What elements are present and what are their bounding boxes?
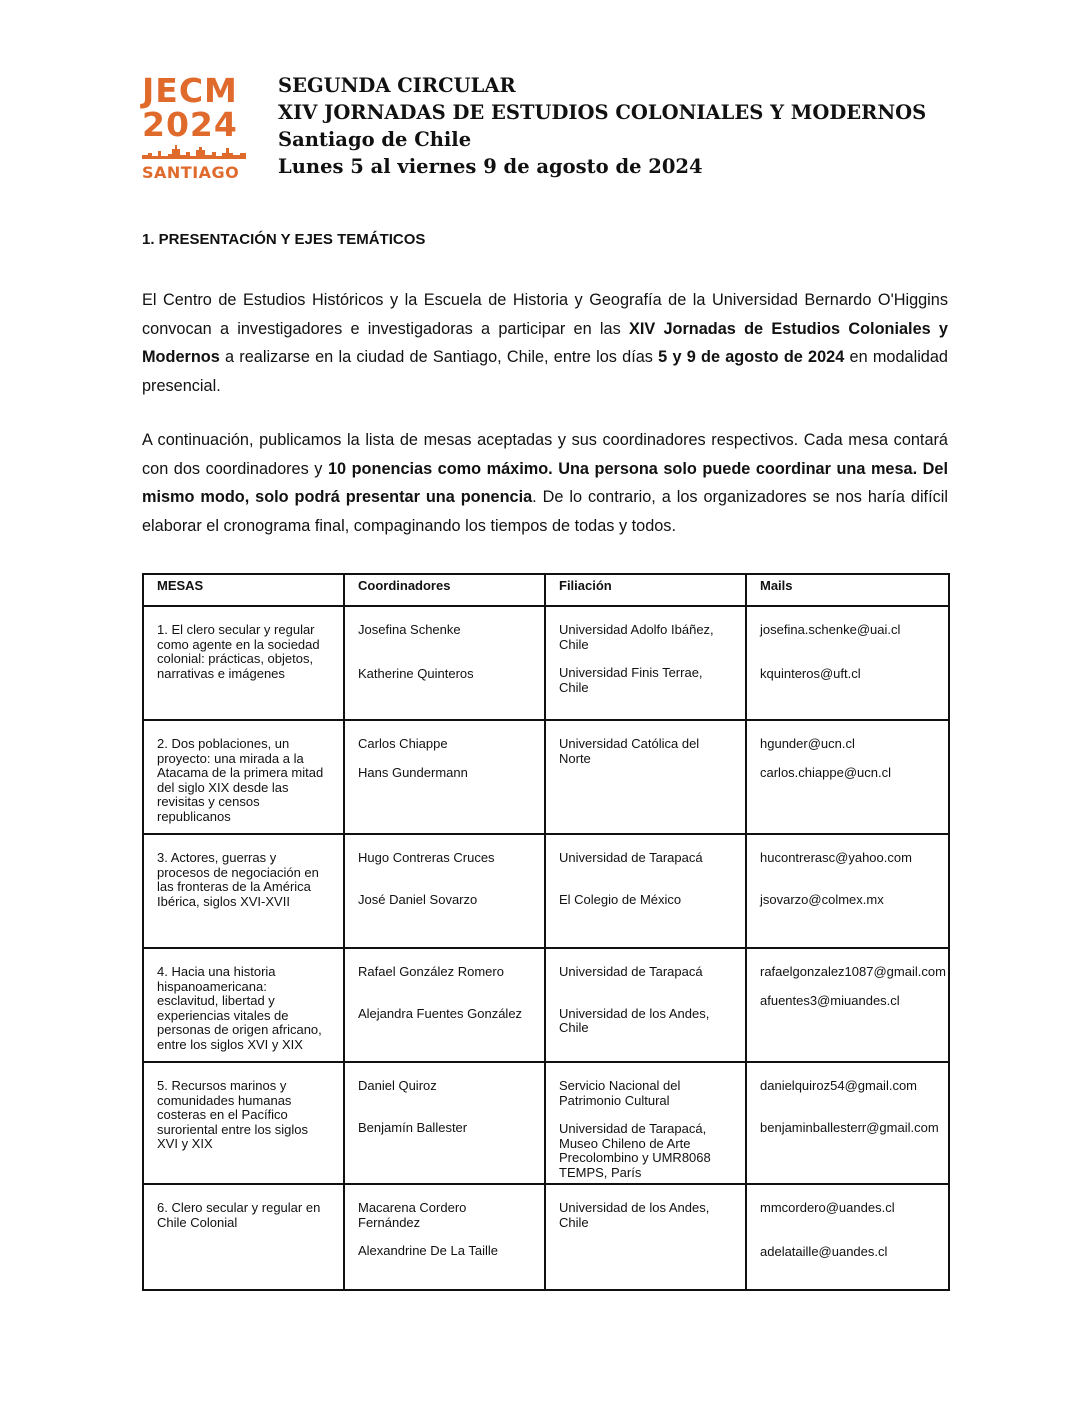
mesa-cell: 4. Hacia una historia hispanoamericana: esclavitud, libertad y experiencias vitales de personas de origen africano, entre los siglos XVI y XIX <box>143 948 344 1062</box>
table-row <box>143 948 949 1062</box>
affiliation: Universidad de Tarapacá, Museo Chileno de Arte Precolombino y UMR8068 TEMPS, París <box>559 1121 711 1180</box>
header-filiacion: Filiación <box>545 574 746 606</box>
coordinator: Daniel Quiroz <box>358 1078 437 1093</box>
email: hgunder@ucn.cl <box>760 736 855 751</box>
affiliation: Universidad Adolfo Ibáñez, Chile <box>559 622 714 652</box>
header-mesas: MESAS <box>143 574 344 606</box>
email: adelataille@uandes.cl <box>760 1243 888 1259</box>
affiliation: El Colegio de México <box>559 891 682 907</box>
header-mails: Mails <box>746 574 949 606</box>
coordinators-cell <box>344 720 545 834</box>
coordinator: Hugo Contreras Cruces <box>358 850 495 865</box>
email: hucontrerasc@yahoo.com <box>760 850 912 865</box>
affiliation: Universidad Finis Terrae, Chile <box>559 665 703 695</box>
table-row <box>143 1062 949 1184</box>
coordinator: Macarena Cordero Fernández <box>358 1200 467 1230</box>
p1-bold-2: 5 y 9 de agosto de 2024 <box>658 348 845 366</box>
affiliation: Universidad de Tarapacá <box>559 850 703 865</box>
mesa-cell: 1. El clero secular y regular como agente en la sociedad colonial: prácticas, objetos, narrativas e imágenes <box>143 606 344 720</box>
affiliation: Universidad Católica del Norte <box>559 736 700 766</box>
affiliation: Universidad de los Andes, Chile <box>559 1200 710 1230</box>
p1-bold-1: XIV Jornadas de Estudios Coloniales y Modernos <box>142 319 948 366</box>
email: mmcordero@uandes.cl <box>760 1200 895 1215</box>
header-city: Santiago de Chile <box>278 128 472 151</box>
mails-cell <box>746 834 949 948</box>
affiliation-cell <box>545 834 746 948</box>
coordinator: José Daniel Sovarzo <box>358 891 478 907</box>
affiliation: Universidad de los Andes, Chile <box>559 1005 710 1035</box>
logo-line-2: 2024 <box>142 105 238 144</box>
affiliation: Servicio Nacional del Patrimonio Cultural <box>559 1078 681 1108</box>
mails-cell <box>746 1062 949 1184</box>
mesa-cell: 2. Dos poblaciones, un proyecto: una mirada a la Atacama de la primera mitad del siglo XIX desde las revisitas y censos republicanos <box>143 720 344 834</box>
affiliation-cell <box>545 948 746 1062</box>
email: kquinteros@uft.cl <box>760 665 861 681</box>
mesa-cell: 5. Recursos marinos y comunidades humanas costeras en el Pacífico suroriental entre los siglos XVI y XIX <box>143 1062 344 1184</box>
section-title: 1. PRESENTACIÓN Y EJES TEMÁTICOS <box>142 231 426 248</box>
table-header-row <box>143 574 949 606</box>
mesa-cell: 3. Actores, guerras y procesos de negociación en las fronteras de la América Ibérica, siglos XVI-XVII <box>143 834 344 948</box>
coordinator: Alejandra Fuentes González <box>358 1005 523 1021</box>
email: rafaelgonzalez1087@gmail.com <box>760 964 946 979</box>
affiliation-cell <box>545 606 746 720</box>
mails-cell <box>746 606 949 720</box>
document-header <box>278 72 926 180</box>
santiago-skyline-icon <box>142 143 246 159</box>
coordinators-cell <box>344 1184 545 1290</box>
header-dates: Lunes 5 al viernes 9 de agosto de 2024 <box>278 155 703 178</box>
coordinator: Josefina Schenke <box>358 622 461 637</box>
mesa-cell: 6. Clero secular y regular en Chile Colonial <box>143 1184 344 1290</box>
mails-cell <box>746 720 949 834</box>
presentation-paragraph <box>142 286 948 400</box>
table-row <box>143 834 949 948</box>
email: benjaminballesterr@gmail.com <box>760 1119 939 1135</box>
affiliation-cell <box>545 1062 746 1184</box>
coordinator: Katherine Quinteros <box>358 665 474 681</box>
coordinator: Carlos Chiappe <box>358 736 448 751</box>
coordinators-cell <box>344 606 545 720</box>
mesas-table <box>142 573 950 1291</box>
p1-text-2: a realizarse en la ciudad de Santiago, Chile, entre los días <box>219 348 659 366</box>
p1-text-1: El Centro de Estudios Históricos y la Escuela de Historia y Geografía de la Universidad Bernardo O'Higgins convocan a investigadores e investigadoras a participar en las <box>142 291 948 338</box>
mails-cell <box>746 948 949 1062</box>
jecm-logo <box>142 71 246 182</box>
header-coordinadores: Coordinadores <box>344 574 545 606</box>
email: carlos.chiappe@ucn.cl <box>760 764 891 780</box>
affiliation-cell <box>545 720 746 834</box>
p2-text-1: A continuación, publicamos la lista de mesas aceptadas y sus coordinadores respectivos. Cada mesa contará con dos coordinadores y <box>142 431 948 478</box>
instructions-paragraph <box>142 426 948 540</box>
logo-line-3: SANTIAGO <box>142 163 240 182</box>
table-row <box>143 1184 949 1290</box>
header-circular: SEGUNDA CIRCULAR <box>278 74 516 97</box>
email: jsovarzo@colmex.mx <box>760 891 884 907</box>
p1-text-3: en modalidad presencial. <box>142 348 948 395</box>
coordinator: Hans Gundermann <box>358 764 468 780</box>
header-event-title: XIV JORNADAS DE ESTUDIOS COLONIALES Y MODERNOS <box>278 101 927 124</box>
coordinators-cell <box>344 948 545 1062</box>
coordinator: Alexandrine De La Taille <box>358 1243 498 1258</box>
coordinators-cell <box>344 1062 545 1184</box>
affiliation: Universidad de Tarapacá <box>559 964 703 979</box>
logo-line-1: JECM <box>142 71 238 110</box>
coordinators-cell <box>344 834 545 948</box>
email: afuentes3@miuandes.cl <box>760 992 900 1008</box>
email: danielquiroz54@gmail.com <box>760 1078 917 1093</box>
coordinator: Rafael González Romero <box>358 964 504 979</box>
table-row <box>143 720 949 834</box>
mails-cell <box>746 1184 949 1290</box>
table-row <box>143 606 949 720</box>
affiliation-cell <box>545 1184 746 1290</box>
coordinator: Benjamín Ballester <box>358 1119 468 1135</box>
p2-text-2: . De lo contrario, a los organizadores se nos haría difícil elaborar el cronograma final, compaginando los tiempos de todas y todos. <box>142 488 948 535</box>
email: josefina.schenke@uai.cl <box>760 622 901 637</box>
p2-bold-1: 10 ponencias como máximo. Una persona solo puede coordinar una mesa. Del mismo modo, solo podrá presentar una ponencia <box>142 459 948 506</box>
